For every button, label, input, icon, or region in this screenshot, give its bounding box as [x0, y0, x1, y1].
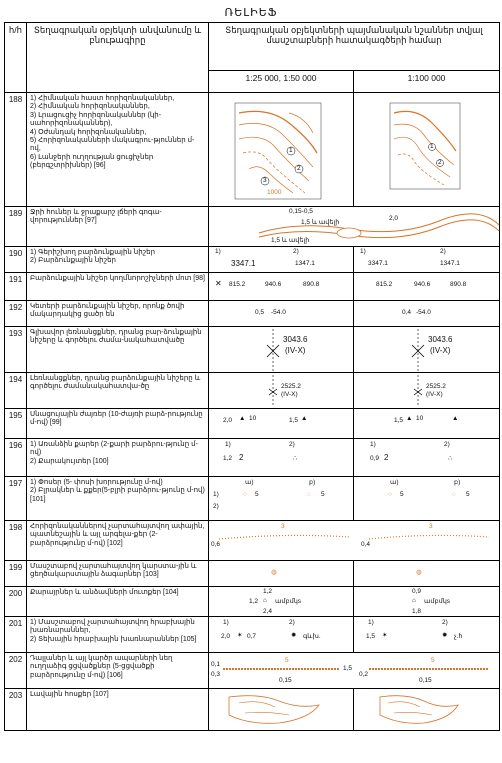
header-name: Տեղագրական օբյեկտի անվանումը և բնութագիրը — [27, 23, 209, 93]
row-num: 197 — [5, 477, 27, 521]
symbol-cell — [209, 439, 354, 477]
stone-height: 2 — [384, 453, 389, 462]
table-row — [5, 587, 500, 617]
contour-height: 1000 — [267, 189, 282, 196]
dimension: 1,2 — [263, 588, 273, 595]
contour-map-symbol — [354, 93, 500, 207]
row-desc — [27, 93, 209, 207]
row-num: 195 — [5, 409, 27, 439]
elevation-value: 940.6 — [414, 281, 431, 288]
symbol-cell — [209, 93, 354, 207]
symbol-cell — [354, 373, 500, 409]
dimension: 1,8 — [412, 608, 422, 615]
table-row — [5, 327, 500, 373]
label: 1) — [215, 248, 221, 255]
dike-height: 5 — [431, 657, 435, 664]
row-num: 189 — [5, 207, 27, 247]
lava-flow-symbol — [354, 689, 500, 731]
symbol-cell — [209, 373, 354, 409]
cave-icon: ⌂ — [412, 597, 416, 604]
crater-icon: ✹ — [442, 632, 448, 639]
rock-icon: ▲ — [406, 415, 413, 422]
label: ա) — [390, 479, 399, 486]
dimension: 0,15 — [419, 677, 432, 684]
rock-height: 10 — [249, 415, 257, 422]
dimension: 0,5 — [255, 309, 265, 316]
label: 2) — [213, 503, 219, 510]
contour-label: 2 — [297, 165, 301, 172]
symbol-cell — [209, 521, 500, 561]
stream-bed-symbol — [209, 207, 500, 247]
dimension: 1,5 — [366, 633, 376, 640]
depth: 5 — [400, 491, 404, 498]
stone-pile-icon: ∴ — [448, 455, 453, 462]
elevation-value: 815.2 — [376, 281, 393, 288]
row-num: 193 — [5, 327, 27, 373]
row-num: 190 — [5, 247, 27, 273]
pit-icon: ○ — [388, 491, 392, 498]
crater-icon: ✶ — [237, 632, 243, 639]
row-num: 192 — [5, 301, 27, 327]
header-num: հ/հ — [5, 23, 27, 93]
sinkhole-icon: ◍ — [416, 569, 422, 576]
elevation-value: 1347.1 — [440, 260, 460, 267]
row-desc: Դալլաներ և այլ կարծր ապարների նեղ ուղղաձիգ ցցվածքներ (5-ցցվածքի բարձրությունը մ-ով) [106] — [27, 653, 209, 689]
label: 1) — [223, 619, 229, 626]
row-desc: Բարձունքային նիշեր կողմնորոշիչների մոտ [98] — [27, 273, 209, 301]
row-desc — [27, 477, 209, 521]
dike-height: 5 — [285, 657, 289, 664]
dimension: 1,5 — [394, 417, 404, 424]
label: 1) — [370, 441, 376, 448]
depth: 5 — [255, 491, 259, 498]
lava-flow-symbol — [209, 689, 354, 731]
elevation-value: 3043.6 — [283, 335, 308, 344]
row-desc: Կետերի բարձունքային նիշեր, որոնք ծովի մակարդակից ցածր են — [27, 301, 209, 327]
label: 1) — [368, 619, 374, 626]
dimension: 1,5 — [289, 417, 299, 424]
table-row — [5, 689, 500, 731]
table-row — [5, 521, 500, 561]
row-desc-text: 1) Գերիշխող բարձունքային նիշեր 2) Բարձունքային նիշեր — [30, 249, 156, 265]
row-desc-text: 1) Առանձին քարեր (2-քարի բարձրու-թյունը մ-ով) 2) Քարակույտեր [100] — [30, 441, 198, 465]
pit-icon: ◌ — [307, 491, 311, 498]
rock-icon: ▲ — [452, 415, 459, 422]
table-row — [5, 617, 500, 653]
symbol-cell — [209, 561, 354, 587]
period-value: (IV-X) — [430, 346, 451, 355]
period-value: (IV-X) — [281, 391, 298, 398]
elevation-value: 815.2 — [229, 281, 246, 288]
label: ա) — [245, 479, 254, 486]
sinkhole-icon: ◍ — [271, 569, 277, 576]
ridge-symbol — [209, 521, 500, 561]
stone-height: 2 — [239, 453, 244, 462]
symbol-cell — [354, 93, 500, 207]
label: 2) — [440, 248, 446, 255]
symbol-cell — [354, 477, 500, 521]
row-desc: Լեռնանցքներ, դրանց բարձունքային նիշերը և գործելու ժամանակահատվա-ծը — [27, 373, 209, 409]
symbol-cell — [209, 477, 354, 521]
symbol-cell — [209, 327, 354, 373]
symbol-cell — [209, 617, 354, 653]
dimension: 0,15 — [279, 677, 292, 684]
row-desc — [27, 247, 209, 273]
pit-icon: ○ — [243, 491, 247, 498]
dimension: 1,2 — [249, 598, 259, 605]
label: 2) — [444, 441, 450, 448]
header-scale-2: 1:100 000 — [354, 71, 500, 93]
pit-icon: ◌ — [452, 491, 456, 498]
dimension: 2,0 — [223, 417, 233, 424]
symbol-cell — [354, 587, 500, 617]
table-row — [5, 273, 500, 301]
elevation-value: 1347.1 — [295, 260, 315, 267]
symbol-cell — [354, 689, 500, 731]
ridge-height: 3 — [429, 523, 433, 530]
elevation-value: 890.8 — [450, 281, 467, 288]
dimension: 0,4 — [402, 309, 412, 316]
row-desc: Սնացույային ժայռեր (10-ժայռի բարձ-րությունը մ-ով) [99] — [27, 409, 209, 439]
cross-icon: ✕ — [215, 279, 222, 288]
dimension: 1,2 — [223, 455, 233, 462]
row-desc-text: 1) Հիմնական հաստ հորիզոնականներ, 2) Հիմնական հորիզոնականներ, 3) Լրացուցիչ հորիզոնականներ (կի-սահորիզոնականներ), 4) Օժանդակ հորիզոնականներ, 5) Հորիզոնականների մակագրու-թյուններ մ-ով, 6) Լանջերի ուղղության ցուցիչներ (բերգշտրիխներ) [96] — [30, 95, 195, 170]
symbol-cell — [354, 439, 500, 477]
table-row — [5, 301, 500, 327]
table-row — [5, 373, 500, 409]
symbol-cell — [354, 247, 500, 273]
pass-symbol — [209, 327, 354, 373]
header-symbols: Տեղագրական օբյեկտների պայմանական նշաններ տվյալ մասշտաբների հատակագծերի համար — [209, 23, 500, 71]
symbol-cell — [209, 587, 354, 617]
cave-label: ամբմկs — [424, 598, 451, 605]
symbol-cell — [209, 409, 354, 439]
row-desc: Հորիզոնականներով չարտահայտվող ափային, պատնեշային և այլ արգելա-քեր (2-բարձրությունը մ-ով) [102] — [27, 521, 209, 561]
elevation-value: 3347.1 — [231, 259, 256, 268]
table-row — [5, 439, 500, 477]
row-num: 200 — [5, 587, 27, 617]
dimension: 0,6 — [211, 541, 221, 548]
symbol-cell — [209, 207, 500, 247]
ridge-height: 3 — [281, 523, 285, 530]
contour-label: 3 — [263, 177, 267, 184]
label: 1) — [225, 441, 231, 448]
row-desc: Ջրի հուներ և ջրաքարշ լճերի գոգա-վորություններ [97] — [27, 207, 209, 247]
contour-label: 2 — [438, 159, 442, 166]
row-desc: Քարայրներ և անձավների մուտքեր [104] — [27, 587, 209, 617]
label: 2) — [293, 248, 299, 255]
row-num: 191 — [5, 273, 27, 301]
symbol-cell — [209, 301, 354, 327]
row-num: 199 — [5, 561, 27, 587]
label: 2) — [289, 619, 295, 626]
stream-width: 1,5 և ավելի — [301, 219, 340, 226]
row-num: 196 — [5, 439, 27, 477]
symbol-cell — [354, 327, 500, 373]
stone-pile-icon: ∴ — [293, 455, 298, 462]
elevation-value: 2525.2 — [426, 383, 446, 390]
table-row — [5, 93, 500, 207]
dimension: 0,3 — [211, 671, 221, 678]
elevation-value: 940.6 — [265, 281, 282, 288]
stream-note: 2,0 — [389, 215, 399, 222]
rock-icon: ▲ — [239, 415, 246, 422]
period-value: (IV-X) — [285, 346, 306, 355]
contour-map-symbol — [209, 93, 354, 207]
crater-label: գևխ. — [303, 633, 321, 640]
contour-label: 1 — [430, 143, 434, 150]
table-row — [5, 207, 500, 247]
dimension: 0,4 — [361, 541, 371, 548]
symbol-cell — [209, 273, 354, 301]
row-desc — [27, 617, 209, 653]
label: 2) — [442, 619, 448, 626]
row-num: 198 — [5, 521, 27, 561]
cave-label: ամբմկs — [275, 598, 302, 605]
dimension: 2,0 — [221, 633, 231, 640]
table-row — [5, 477, 500, 521]
elevation-value: 3043.6 — [428, 335, 453, 344]
table-row — [5, 653, 500, 689]
row-desc — [27, 439, 209, 477]
elevation-value: 890.8 — [303, 281, 320, 288]
dike-symbol — [209, 653, 500, 689]
header-scale-1: 1:25 000, 1:50 000 — [209, 71, 354, 93]
row-desc: Գլխավոր լեռնանցքներ, դրանց բար-ձունքային նիշերը և գործելու ժամա-նակահատվածը — [27, 327, 209, 373]
table-row — [5, 409, 500, 439]
symbol-cell — [354, 561, 500, 587]
symbol-cell — [354, 409, 500, 439]
dimension: 0,9 — [370, 455, 380, 462]
table-row — [5, 561, 500, 587]
row-num: 203 — [5, 689, 27, 731]
label: բ) — [309, 479, 316, 486]
symbol-cell — [209, 689, 354, 731]
elevation-value: -54.0 — [416, 309, 431, 316]
label: 2) — [289, 441, 295, 448]
table-row — [5, 247, 500, 273]
row-desc-text: 1) Մասշտաբով չարտահայտվող հրաբխային խառնարաններ, 2) Տեխային հրաբխային խառնարաններ [105] — [30, 619, 197, 643]
depth: 5 — [321, 491, 325, 498]
dimension: 0,1 — [211, 661, 221, 668]
dimension: 0,2 — [359, 671, 369, 678]
elevation-value: -54.0 — [271, 309, 286, 316]
dimension: 0,7 — [247, 633, 257, 640]
crater-icon: ✹ — [291, 632, 297, 639]
elevation-value: 3347.1 — [368, 260, 388, 267]
crater-icon: ✶ — [382, 632, 388, 639]
row-num: 201 — [5, 617, 27, 653]
symbol-cell — [209, 247, 354, 273]
depth: 5 — [466, 491, 470, 498]
row-desc: Մասշտաբով չարտահայտվող կարստա-յին և ցեղծակարստային ձագարներ [103] — [27, 561, 209, 587]
dimension: 0,9 — [412, 588, 422, 595]
dimension: 2,4 — [263, 608, 273, 615]
symbol-cell — [209, 653, 500, 689]
label: 1) — [213, 491, 219, 498]
dimension: 1,5 — [343, 665, 353, 672]
contour-label: 1 — [289, 147, 293, 154]
row-num: 188 — [5, 93, 27, 207]
crater-label: չ.հ — [454, 633, 463, 640]
symbol-cell — [354, 273, 500, 301]
row-desc-text: 1) Փոսեր (5- փոսի խորությունը մ-ով) 2) Բլրակներ և քքեր(5-բլրի բարձրու-թյունը մ-ով) [101] — [30, 479, 205, 503]
label: բ) — [454, 479, 461, 486]
legend-table — [4, 22, 500, 731]
label: 1) — [360, 248, 366, 255]
symbol-cell — [354, 301, 500, 327]
rock-height: 10 — [416, 415, 424, 422]
row-num: 194 — [5, 373, 27, 409]
symbol-cell — [354, 617, 500, 653]
rock-icon: ▲ — [301, 415, 308, 422]
stream-width: 0,15-0,5 — [289, 208, 313, 215]
period-value: (IV-X) — [426, 391, 443, 398]
elevation-value: 2525.2 — [281, 383, 301, 390]
cave-icon: ⌂ — [263, 597, 267, 604]
page-title: ՌԵԼԻԵՖ — [224, 7, 278, 19]
row-desc: Լավային հոսքեր [107] — [27, 689, 209, 731]
pass-symbol — [354, 327, 500, 373]
stream-width: 1,5 և ավելի — [271, 237, 310, 244]
row-num: 202 — [5, 653, 27, 689]
